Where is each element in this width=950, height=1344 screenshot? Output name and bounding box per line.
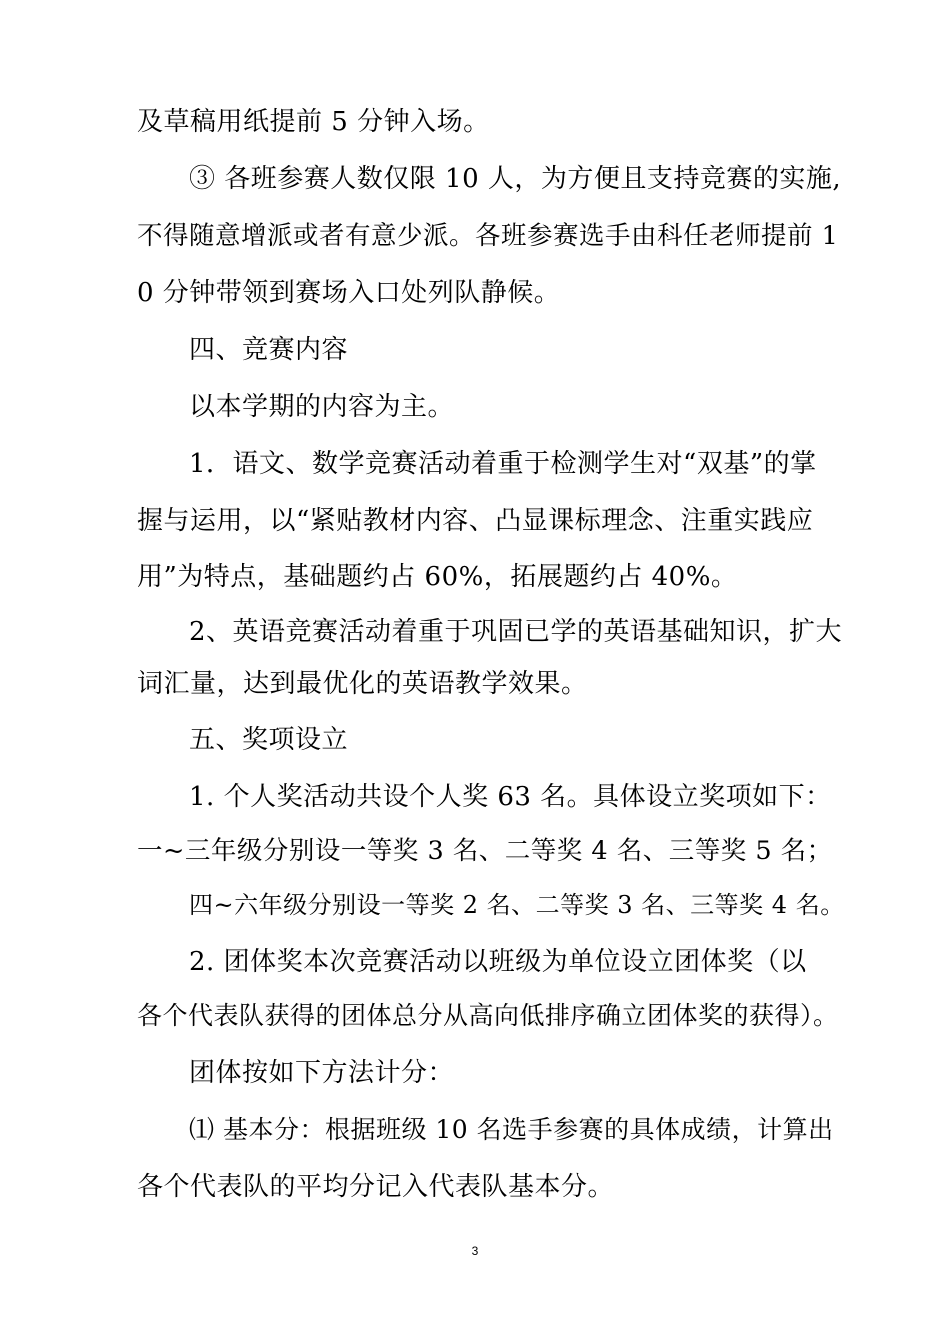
text-line: 各个代表队获得的团体总分从高向低排序确立团体奖的获得）。 (137, 1001, 839, 1030)
text-line: 及草稿用纸提前 5 分钟入场。 (137, 107, 490, 137)
text-line: ③ 各班参赛人数仅限 10 人，为方便且支持竞赛的实施, (189, 164, 842, 194)
text-line: 0 分钟带领到赛场入口处列队静候。 (137, 278, 561, 308)
text-line: 不得随意增派或者有意少派。各班参赛选手由科任老师提前 1 (137, 221, 839, 251)
text-line: 一~三年级分别设一等奖 3 名、二等奖 4 名、三等奖 5 名； (137, 836, 833, 866)
text-line: ⑴ 基本分：根据班级 10 名选手参赛的具体成绩，计算出 (189, 1115, 834, 1144)
text-line: 用”为特点，基础题约占 60%，拓展题约占 40%。 (137, 562, 738, 592)
page-number: 3 (471, 1244, 479, 1258)
text-line: 1. 个人奖活动共设个人奖 63 名。具体设立奖项如下： (189, 782, 832, 812)
text-line: 各个代表队的平均分记入代表队基本分。 (137, 1172, 615, 1202)
section-heading: 四、竞赛内容 (189, 335, 349, 365)
text-line: 四~六年级分别设一等奖 2 名、二等奖 3 名、三等奖 4 名。 (189, 891, 845, 919)
text-line: 2. 团体奖本次竞赛活动以班级为单位设立团体奖（以 (189, 947, 807, 977)
text-line: 2、英语竞赛活动着重于巩固已学的英语基础知识，扩大 (189, 617, 843, 647)
text-line: 以本学期的内容为主。 (189, 392, 455, 422)
text-line: 握与运用，以“紧贴教材内容、凸显课标理念、注重实践应 (137, 506, 814, 536)
text-line: 1．语文、数学竞赛活动着重于检测学生对“双基”的掌 (189, 449, 817, 479)
section-heading: 五、奖项设立 (189, 725, 349, 755)
text-line: 团体按如下方法计分： (189, 1058, 455, 1088)
text-line: 词汇量，达到最优化的英语教学效果。 (137, 669, 588, 699)
